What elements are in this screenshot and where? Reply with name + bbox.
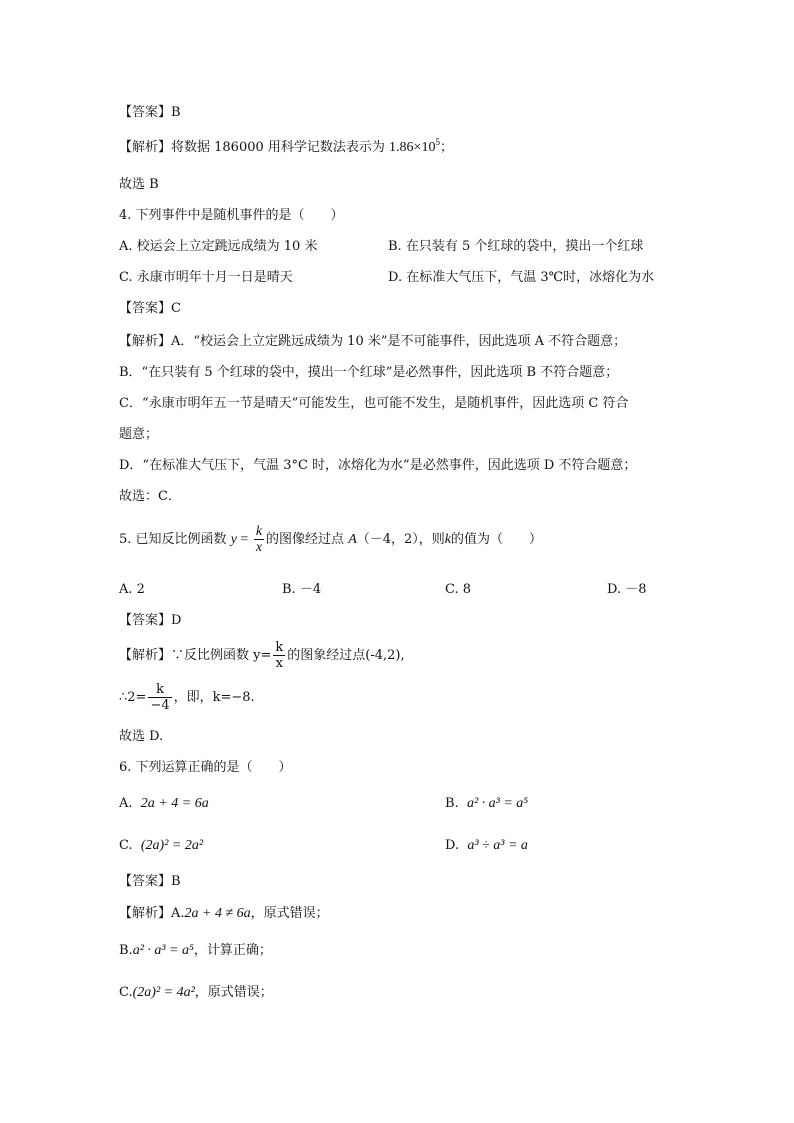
q3-analysis-text: 【解析】将数据 186000 用科学记数法表示为 — [119, 140, 385, 155]
q6-analysis-line: B.a² · a³ = a⁵，计算正确； — [119, 943, 272, 958]
q5-step-fraction: $\frac{k}{-4}$ — [150, 682, 170, 713]
q3-conclusion: 故选 B — [119, 177, 159, 192]
q4-analysis-line: B．“在只装有 5 个红球的袋中，摸出一个红球”是必然事件，因此选项 B 不符合题意； — [119, 365, 619, 380]
q5-option-d: D. －8 — [607, 582, 647, 597]
q5-conclusion: 故选 D. — [119, 729, 164, 744]
q5-option-a: A. 2 — [119, 582, 145, 597]
q4-answer: 【答案】C — [119, 301, 181, 316]
q3-answer: 【答案】B — [119, 105, 181, 120]
q5-analysis-fraction: $\frac{k}{x}$ — [275, 640, 284, 671]
q5-fraction: $\frac{k}{x}$ — [255, 524, 263, 555]
q5-stem: 5. 已知反比例函数 y = $\frac{k}{x}$ 的图像经过点 A（－4，2），则k的值为（ ） — [119, 524, 543, 555]
q3-analysis: 【解析】将数据 186000 用科学记数法表示为 $1.86\times 10^5$； — [119, 137, 453, 155]
q6-option-d: D. a³ ÷ a³ = a — [445, 838, 528, 853]
q4-analysis-line: C．“永康市明年五一节是晴天”可能发生，也可能不发生，是随机事件，因此选项 C 符合 — [119, 396, 629, 411]
q6-option-b: B. a² · a³ = a⁵ — [445, 796, 529, 811]
q5-option-b: B. －4 — [282, 582, 322, 597]
q5-answer: 【答案】D — [119, 613, 182, 628]
q4-analysis-line: D．“在标准大气压下，气温 3°C 时，冰熔化为水”是必然事件，因此选项 D 不符合题意； — [119, 458, 637, 473]
q4-analysis-line: 题意； — [119, 427, 159, 442]
q6-option-c: C. (2a)² = 2a² — [119, 838, 204, 853]
q6-option-a: A. 2a + 4 = 6a — [119, 796, 209, 811]
q6-analysis-line: C.(2a)² = 4a²，原式错误； — [119, 985, 273, 1000]
q4-option-b: B. 在只装有 5 个红球的袋中，摸出一个红球 — [388, 239, 644, 254]
q4-stem: 4. 下列事件中是随机事件的是（ ） — [119, 208, 344, 223]
q6-analysis-line: 【解析】A.2a + 4 ≠ 6a，原式错误； — [119, 906, 329, 921]
q4-option-c: C. 永康市明年十月一日是晴天 — [119, 270, 293, 285]
q4-analysis-line: 故选：C． — [119, 489, 181, 504]
q6-answer: 【答案】B — [119, 874, 181, 889]
q5-step: ∴2= $\frac{k}{-4}$ ，即，k=−8. — [119, 682, 255, 713]
q4-analysis-line: 【解析】A．“校运会上立定跳远成绩为 10 米”是不可能事件，因此选项 A 不符合题意； — [119, 334, 627, 349]
q5-analysis: 【解析】∵反比例函数 y= $\frac{k}{x}$ 的图象经过点(-4,2), — [119, 640, 405, 671]
q4-option-d: D. 在标准大气压下，气温 3℃时，冰熔化为水 — [388, 270, 655, 285]
q4-option-a: A. 校运会上立定跳远成绩为 10 米 — [119, 239, 318, 254]
q5-option-c: C. 8 — [445, 582, 472, 597]
q6-stem: 6. 下列运算正确的是（ ） — [119, 760, 292, 775]
q3-sci-notation: $1.86\times 10^5$ — [389, 137, 440, 155]
